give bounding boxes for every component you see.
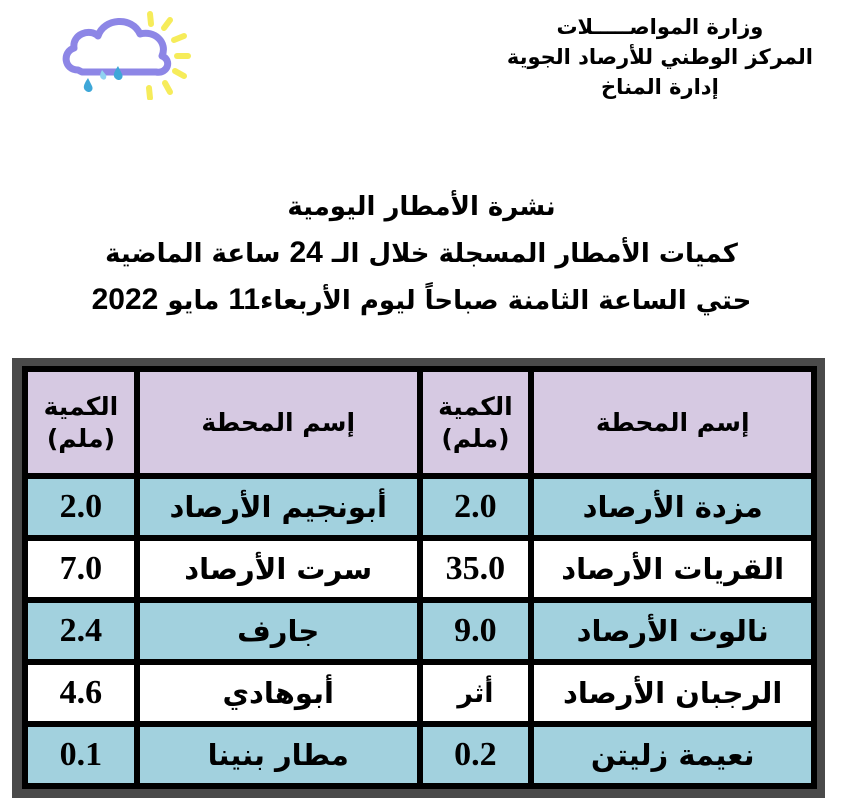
header-station: إسم المحطة: [137, 369, 420, 476]
bulletin-titles: [0, 185, 843, 324]
header-amount: [25, 369, 137, 476]
date-year: 2022: [91, 283, 159, 316]
subtitle-hours: 24: [289, 236, 323, 269]
amount-cell: أثر: [420, 662, 532, 724]
header-amount-label: الكمية: [43, 391, 119, 421]
station-cell: القريات الأرصاد: [531, 538, 814, 600]
station-cell: الرجبان الأرصاد: [531, 662, 814, 724]
station-cell: جارف: [137, 600, 420, 662]
amount-cell: 35.0: [420, 538, 532, 600]
subtitle-text-pre: كميات الأمطار المسجلة خلال الـ: [322, 239, 738, 269]
date-month: مايو: [158, 286, 229, 316]
table-row: [25, 600, 814, 662]
header-amount-unit: (ملم): [441, 423, 510, 453]
department-name: إدارة المناخ: [601, 75, 719, 99]
station-cell: سرت الأرصاد: [137, 538, 420, 600]
rain-cloud-sun-icon: [58, 8, 208, 100]
header-amount-label: الكمية: [438, 391, 513, 421]
bulletin-date-line: [0, 277, 843, 324]
amount-cell: 4.6: [25, 662, 137, 724]
amount-cell: 2.0: [25, 476, 137, 538]
station-cell: مطار بنينا: [137, 724, 420, 786]
amount-cell: 0.1: [25, 724, 137, 786]
station-cell: أبوهادي: [137, 662, 420, 724]
table-row: [25, 476, 814, 538]
amount-cell: 9.0: [420, 600, 532, 662]
amount-cell: 2.0: [420, 476, 532, 538]
rainfall-table: [22, 366, 817, 789]
header-amount-unit: (ملم): [46, 423, 115, 453]
date-line-text: حتي الساعة الثامنة صباحاً ليوم الأربعاء: [260, 286, 752, 316]
table-row: [25, 538, 814, 600]
station-cell: نالوت الأرصاد: [531, 600, 814, 662]
amount-cell: 2.4: [25, 600, 137, 662]
header-amount: [420, 369, 532, 476]
ministry-name: وزارة المواصـــــلات: [556, 15, 764, 39]
station-cell: نعيمة زليتن: [531, 724, 814, 786]
date-day: 11: [228, 283, 261, 316]
station-cell: أبونجيم الأرصاد: [137, 476, 420, 538]
organization-header: [507, 12, 813, 102]
station-cell: مزدة الأرصاد: [531, 476, 814, 538]
header-station: إسم المحطة: [531, 369, 814, 476]
subtitle-text-post: ساعة الماضية: [105, 239, 290, 269]
bulletin-subtitle: [0, 230, 843, 277]
bulletin-title: نشرة الأمطار اليومية: [287, 192, 556, 222]
table-row: [25, 724, 814, 786]
amount-cell: 0.2: [420, 724, 532, 786]
table-header-row: [25, 369, 814, 476]
table-row: [25, 662, 814, 724]
amount-cell: 7.0: [25, 538, 137, 600]
center-name: المركز الوطني للأرصاد الجوية: [506, 45, 813, 69]
